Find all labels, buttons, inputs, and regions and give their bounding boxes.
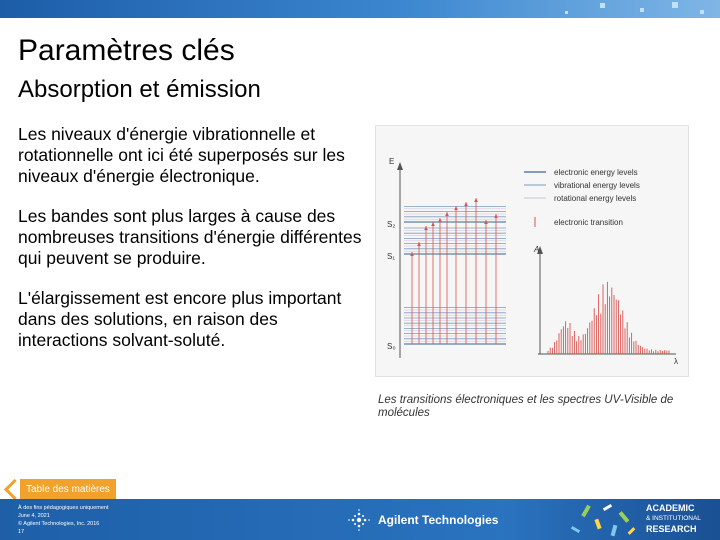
energy-diagram bbox=[376, 126, 690, 378]
toc-link[interactable] bbox=[4, 479, 116, 499]
wavelength-axis-label: λ bbox=[674, 357, 678, 366]
transition-arrowhead bbox=[494, 214, 498, 218]
state-label-s0: S₀ bbox=[387, 342, 396, 351]
brand-name: Agilent Technologies bbox=[378, 513, 499, 527]
absorbance-axis-label: A bbox=[534, 245, 540, 254]
agilent-logo bbox=[346, 508, 498, 532]
slide-title: Paramètres clés bbox=[18, 34, 235, 67]
academic-line: & INSTITUTIONAL bbox=[646, 514, 701, 522]
state-label-s2: S₂ bbox=[387, 220, 396, 229]
paragraph: L'élargissement est encore plus important dans des solutions, en raison des interactions solvant-soluté. bbox=[18, 288, 342, 350]
toc-button[interactable]: Table des matières bbox=[20, 479, 116, 499]
body-text bbox=[18, 124, 370, 370]
figure-caption: Les transitions électroniques et les spectres UV-Visible de molécules bbox=[378, 394, 674, 419]
academic-line: ACADEMIC bbox=[646, 503, 695, 513]
electronic-transitions bbox=[410, 198, 498, 344]
spark-icon bbox=[346, 508, 372, 532]
slide-subtitle: Absorption et émission bbox=[18, 76, 261, 103]
energy-axis-label: E bbox=[389, 157, 395, 166]
legend-label-vibrational: vibrational energy levels bbox=[554, 181, 640, 190]
footer-line: À des fins pédagogiques uniquement bbox=[18, 505, 109, 511]
footer-info bbox=[18, 504, 109, 536]
legend-label-transition: electronic transition bbox=[554, 218, 623, 227]
legend-label-rotational: rotational energy levels bbox=[554, 194, 637, 203]
state-label-s1: S₁ bbox=[387, 252, 396, 261]
transition-arrowhead bbox=[438, 218, 442, 222]
back-chevron-icon bbox=[4, 479, 20, 499]
footer-line: June 4, 2021 bbox=[18, 513, 50, 519]
energy-axis-arrow bbox=[397, 162, 403, 170]
paragraph: Les bandes sont plus larges à cause des nombreuses transitions d'énergie différentes qui peuvent se produire. bbox=[18, 206, 362, 268]
paragraph: Les niveaux d'énergie vibrationnelle et rotationnelle ont ici été superposés sur les niveaux d'énergie électronique. bbox=[18, 124, 345, 186]
legend-label-electronic: electronic energy levels bbox=[554, 168, 638, 177]
energy-level-figure bbox=[375, 125, 689, 377]
academic-line: RESEARCH bbox=[646, 524, 697, 534]
transition-arrowhead bbox=[464, 202, 468, 206]
footer-line: © Agilent Technologies, Inc. 2016 bbox=[18, 521, 100, 527]
transition-arrowhead bbox=[474, 198, 478, 202]
academic-logo bbox=[646, 503, 701, 535]
footer-line: 17 bbox=[18, 529, 25, 535]
absorption-spectrum bbox=[548, 282, 669, 354]
header-band bbox=[0, 0, 720, 18]
footer-bar bbox=[0, 499, 720, 540]
